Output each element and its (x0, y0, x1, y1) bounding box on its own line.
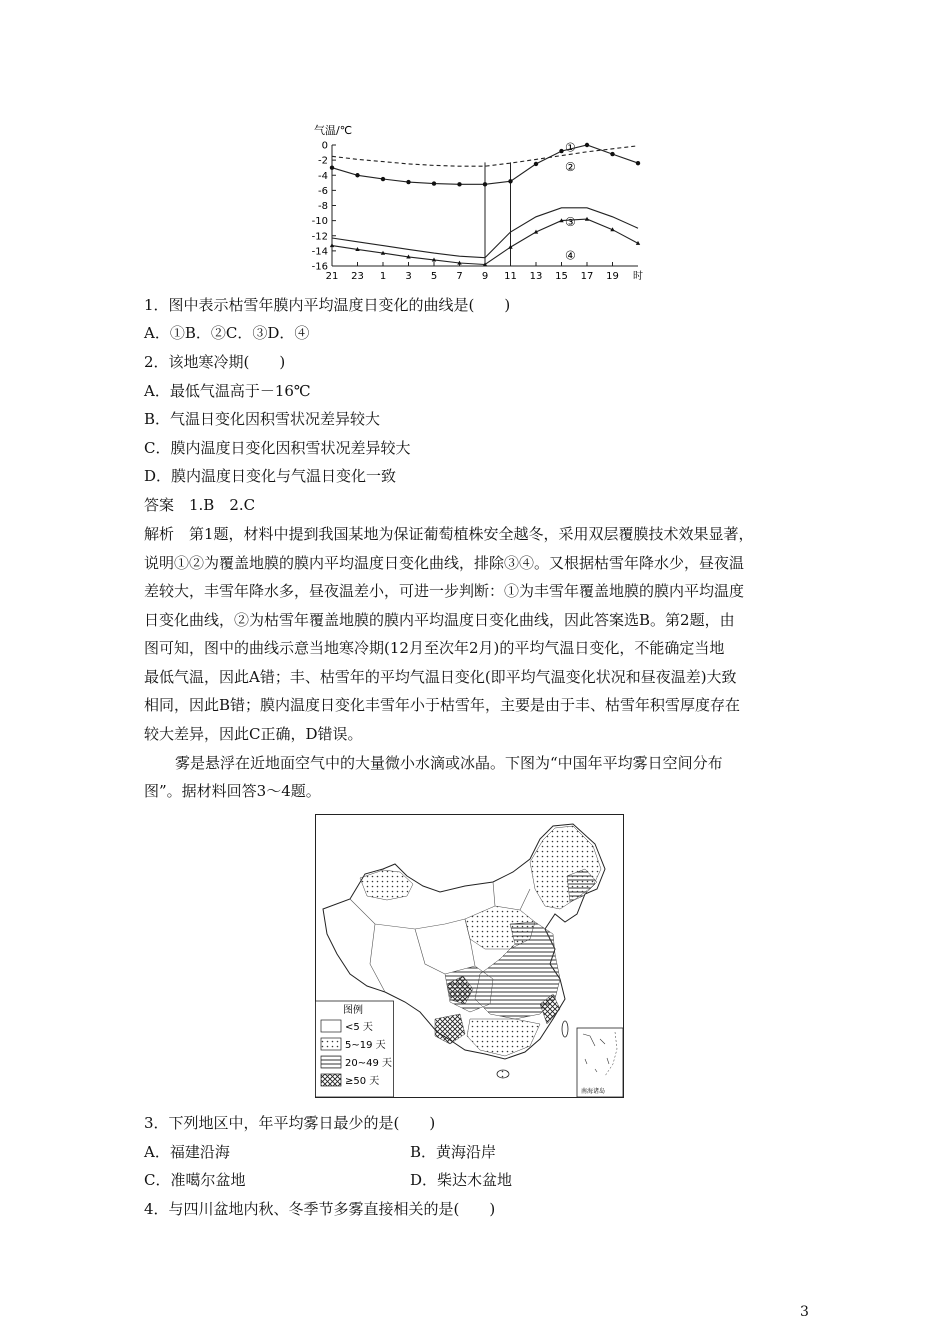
china-fog-map (315, 814, 624, 1098)
answer: 答案 1.B 2.C (144, 496, 256, 514)
q3-option-d: D．柴达木盆地 (410, 1171, 513, 1189)
intro-line: 雾是悬浮在近地面空气中的大量微小水滴或冰晶。下图为“中国年平均雾日空间分布 (175, 754, 723, 772)
map-legend (316, 1001, 394, 1097)
series-point (457, 182, 461, 186)
q2-option-b: B．气温日变化因积雪状况差异较大 (144, 410, 381, 428)
page-number: 3 (800, 1304, 809, 1320)
intro-line: 图”。据材料回答3～4题。 (144, 782, 321, 800)
q3-stem: 3．下列地区中，年平均雾日最少的是( ) (144, 1114, 436, 1132)
x-tick-label: 13 (529, 271, 543, 282)
series-point (636, 161, 640, 165)
q3-option-b: B．黄海沿岸 (410, 1143, 497, 1161)
south-sea-inset (577, 1028, 623, 1097)
analysis-line: 相同，因此B错；膜内温度日变化丰雪年小于枯雪年，主要是由于丰、枯雪年积雪厚度存在 (144, 696, 741, 714)
x-tick-label: 21 (325, 271, 339, 282)
analysis-line: 较大差异，因此C正确，D错误。 (144, 725, 363, 743)
temperature-chart (300, 122, 660, 284)
series-point (610, 152, 614, 156)
analysis-line: 日变化曲线，②为枯雪年覆盖地膜的膜内平均温度日变化曲线，因此答案选B。第2题，由 (144, 611, 735, 629)
series-point (432, 181, 436, 185)
inset-label: 南海诸岛 (581, 1088, 606, 1095)
x-tick-label: 5 (430, 271, 438, 282)
series-point (406, 180, 410, 184)
legend-item: ≥50 天 (345, 1076, 380, 1087)
q1-options: A．①B．②C．③D．④ (144, 324, 310, 342)
q1-stem: 1．图中表示枯雪年膜内平均温度日变化的曲线是( ) (144, 296, 511, 314)
hainan-island (497, 1070, 509, 1078)
x-tick-label: 23 (351, 271, 364, 282)
legend-item: 5~19 天 (345, 1040, 386, 1051)
series-point (559, 149, 563, 153)
x-tick-label: 7 (456, 271, 463, 282)
y-tick-label: -14 (311, 246, 328, 258)
x-tick-label: 3 (405, 271, 412, 282)
y-tick-label: -10 (311, 216, 328, 228)
series-point (483, 182, 487, 186)
x-axis-label: 时 (633, 271, 643, 282)
series-point (508, 179, 512, 183)
legend-item: <5 天 (345, 1022, 373, 1033)
y-tick-label: -16 (311, 261, 328, 273)
y-tick-label: 0 (321, 140, 328, 152)
series-point (330, 165, 334, 169)
q3-option-a: A．福建沿海 (144, 1143, 230, 1161)
q2-option-a: A．最低气温高于－16℃ (144, 382, 311, 400)
analysis-line: 最低气温，因此A错；丰、枯雪年的平均气温日变化(即平均气温变化状况和昼夜温差)大致 (144, 668, 737, 686)
q2-stem: 2．该地寒冷期( ) (144, 353, 286, 371)
y-tick-label: -6 (318, 185, 328, 197)
series-point (381, 177, 385, 181)
x-tick-label: 1 (379, 271, 387, 282)
series-point (585, 143, 589, 147)
x-tick-label: 17 (580, 271, 594, 282)
y-tick-label: -4 (318, 170, 328, 182)
analysis-line: 图可知，图中的曲线示意当地寒冷期(12月至次年2月)的平均气温日变化，不能确定当地 (144, 639, 725, 657)
legend-item: 20~49 天 (345, 1058, 393, 1069)
series-label: ② (564, 159, 576, 174)
legend-title: 图例 (343, 1005, 363, 1016)
x-tick-label: 9 (481, 271, 489, 282)
series-label: ① (564, 140, 576, 155)
series-label: ④ (564, 248, 576, 263)
taiwan-island (562, 1021, 568, 1037)
q4-stem: 4．与四川盆地内秋、冬季节多雾直接相关的是( ) (144, 1200, 496, 1218)
y-axis-label: 气温/℃ (314, 124, 353, 137)
x-tick-label: 19 (606, 271, 619, 282)
series-label: ③ (564, 215, 576, 230)
y-tick-label: -8 (318, 201, 328, 212)
q2-option-c: C．膜内温度日变化因积雪状况差异较大 (144, 439, 411, 457)
x-tick-label: 11 (504, 271, 517, 282)
y-tick-label: -12 (311, 231, 328, 243)
q2-option-d: D．膜内温度日变化与气温日变化一致 (144, 467, 397, 485)
q3-option-c: C．准噶尔盆地 (144, 1171, 246, 1189)
analysis-line: 解析 第1题，材料中提到我国某地为保证葡萄植株安全越冬，采用双层覆膜技术效果显著， (144, 525, 754, 543)
analysis-line: 差较大，丰雪年降水多，昼夜温差小，可进一步判断：①为丰雪年覆盖地膜的膜内平均温度 (144, 582, 745, 600)
y-tick-label: -2 (318, 155, 328, 167)
analysis-line: 说明①②为覆盖地膜的膜内平均温度日变化曲线，排除③④。又根据枯雪年降水少，昼夜温 (144, 554, 745, 572)
x-tick-label: 15 (555, 271, 568, 282)
series-point (534, 162, 538, 166)
series-point (355, 173, 359, 177)
series-point (330, 243, 334, 247)
